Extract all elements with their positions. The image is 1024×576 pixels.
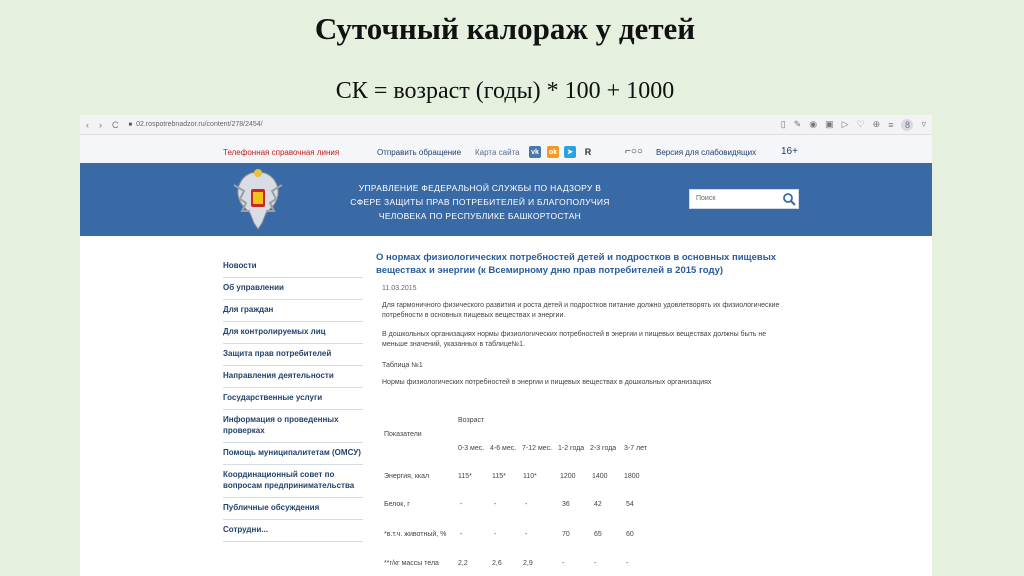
browser-toolbar [80, 115, 932, 135]
table-cell: - [494, 501, 497, 508]
article [376, 251, 806, 386]
bookmark-icon[interactable]: ▣ [825, 119, 834, 129]
sidebar-item-controlled[interactable]: Для контролируемых лиц [223, 322, 363, 344]
table-cell: 36 [562, 501, 570, 508]
menu-icon[interactable]: ≡ [888, 119, 894, 130]
table-cell: - [460, 531, 463, 538]
vk-icon[interactable]: vk [529, 146, 541, 158]
sitemap-link[interactable]: Карта сайта [475, 148, 520, 157]
table-cell: 2,2 [458, 560, 468, 567]
sidebar-item-news[interactable]: Новости [223, 256, 363, 278]
screenshot-icon[interactable]: ◉ [809, 119, 818, 129]
heart-icon[interactable]: ♡ [856, 119, 865, 129]
slide-title: Суточный калораж у детей [314, 11, 696, 46]
table-cell: 115* [492, 473, 506, 480]
article-date: 11.03.2015 [382, 285, 417, 292]
table-age-group: 0-3 мес. [458, 445, 485, 452]
search-input[interactable]: Поиск [689, 189, 799, 209]
collections-icon[interactable]: ⊕ [872, 119, 881, 129]
table-cell: 110* [523, 473, 537, 480]
telegram-icon[interactable]: ➤ [564, 146, 576, 158]
table-cell: 65 [594, 531, 602, 538]
table-cell: 54 [626, 501, 634, 508]
table-cell: - [494, 531, 497, 538]
send-appeal-link[interactable]: Отправить обращение [377, 148, 462, 157]
search-icon[interactable] [782, 192, 796, 206]
sidebar-nav [223, 256, 363, 542]
sidebar-item-activities[interactable]: Направления деятельности [223, 366, 363, 388]
table-age-group: 3-7 лет [624, 445, 648, 452]
calorie-formula: СК = возраст (годы) * 100 + 1000 [335, 78, 675, 104]
table-cell: 2,6 [492, 560, 502, 567]
article-headline: О нормах физиологических потребностей детей и подростков в основных пищевых веществах и энергии (к Всемирному дню прав потребителей в 2015 году) [376, 252, 777, 276]
table-cell: 42 [594, 501, 602, 508]
table-age-group: 4-6 мес. [490, 445, 517, 452]
hotline-link[interactable]: Телефонная справочная линия [223, 148, 340, 157]
visually-impaired-link[interactable]: Версия для слабовидящих [656, 148, 757, 157]
table-cell: 1200 [560, 473, 576, 480]
table-row-label: Энергия, ккал [384, 473, 430, 480]
reader-icon[interactable]: ▯ [780, 119, 786, 129]
website-screenshot [80, 115, 932, 576]
sidebar-item-public-discussions[interactable]: Публичные обсуждения [223, 498, 363, 520]
sidebar-item-cooperation[interactable]: Сотрудни... [223, 520, 363, 542]
agency-name: УПРАВЛЕНИЕ ФЕДЕРАЛЬНОЙ СЛУЖБЫ ПО НАДЗОРУ В СФЕРЕ ЗАЩИТЫ ПРАВ ПОТРЕБИТЕЛЕЙ И БЛАГОПОЛУЧИЯ ЧЕЛОВЕКА ПО РЕСПУБЛИКЕ БАШКОРТОСТАН [350, 183, 610, 221]
article-paragraph-1: Для гармоничного физического развития и роста детей и подростков питание должно удовлетворять их физиологические потребности в основных пищевых веществах и энергии. [382, 302, 780, 319]
table-label: Таблица №1 [382, 362, 423, 369]
sidebar-item-about[interactable]: Об управлении [223, 278, 363, 300]
glasses-icon[interactable]: ⌐○○ [625, 146, 643, 157]
table-age-group: 7-12 мес. [522, 445, 553, 452]
table-cell: - [525, 501, 528, 508]
table-cell: - [594, 560, 597, 567]
age-rating-badge: 16+ [781, 146, 798, 157]
sidebar-item-citizens[interactable]: Для граждан [223, 300, 363, 322]
table-cell: 1800 [624, 473, 640, 480]
table-cell: - [525, 531, 528, 538]
table-cell: 2,9 [523, 560, 533, 567]
table-cell: - [460, 501, 463, 508]
table-row-header: Показатели [384, 431, 422, 438]
rutube-icon[interactable]: R [584, 147, 592, 157]
table-cell: - [562, 560, 565, 567]
sidebar-item-inspections[interactable]: Информация о проведенных проверках [223, 410, 363, 443]
profile-icon[interactable]: 8 [901, 119, 913, 131]
sidebar-item-services[interactable]: Государственные услуги [223, 388, 363, 410]
table-title: Нормы физиологических потребностей в энергии и пищевых веществах в дошкольных организациях [382, 379, 712, 386]
address-bar[interactable]: 02.rospotrebnadzor.ru/content/278/2454/ [136, 121, 263, 128]
reload-icon[interactable]: C [112, 119, 119, 130]
table-row-label: **г/кг массы тела [384, 560, 439, 567]
table-row-label: Белок, г [384, 501, 410, 508]
lock-icon: ■ [128, 121, 133, 128]
site-header [80, 163, 932, 236]
table-cell: - [626, 560, 629, 567]
forward-icon[interactable]: › [99, 119, 102, 130]
play-icon[interactable]: ▷ [841, 119, 849, 129]
table-cell: 115* [458, 473, 472, 480]
table-age-group: 2-3 года [590, 445, 617, 452]
table-age-header: Возраст [458, 417, 485, 424]
nutrition-table [382, 415, 712, 575]
sidebar-item-consumer-rights[interactable]: Защита прав потребителей [223, 344, 363, 366]
edit-icon[interactable]: ✎ [793, 119, 802, 129]
back-icon[interactable]: ‹ [86, 119, 89, 130]
table-cell: 60 [626, 531, 634, 538]
table-cell: 70 [562, 531, 570, 538]
sidebar-item-council[interactable]: Координационный совет по вопросам предпринимательства [223, 465, 363, 498]
table-age-group: 1-2 года [558, 445, 585, 452]
top-links-bar [80, 135, 932, 163]
table-cell: 1400 [592, 473, 608, 480]
ok-icon[interactable]: ok [547, 146, 559, 158]
table-row-label: *в.т.ч. животный, % [384, 531, 447, 538]
coat-of-arms-logo [230, 167, 286, 233]
cart-icon[interactable]: ▿ [921, 119, 926, 129]
article-paragraph-2: В дошкольных организациях нормы физиологических потребностей в энергии и пищевых веществах должны быть не меньше значений, указанных в таблице№1. [382, 331, 767, 348]
sidebar-item-municipal[interactable]: Помощь муниципалитетам (ОМСУ) [223, 443, 363, 465]
